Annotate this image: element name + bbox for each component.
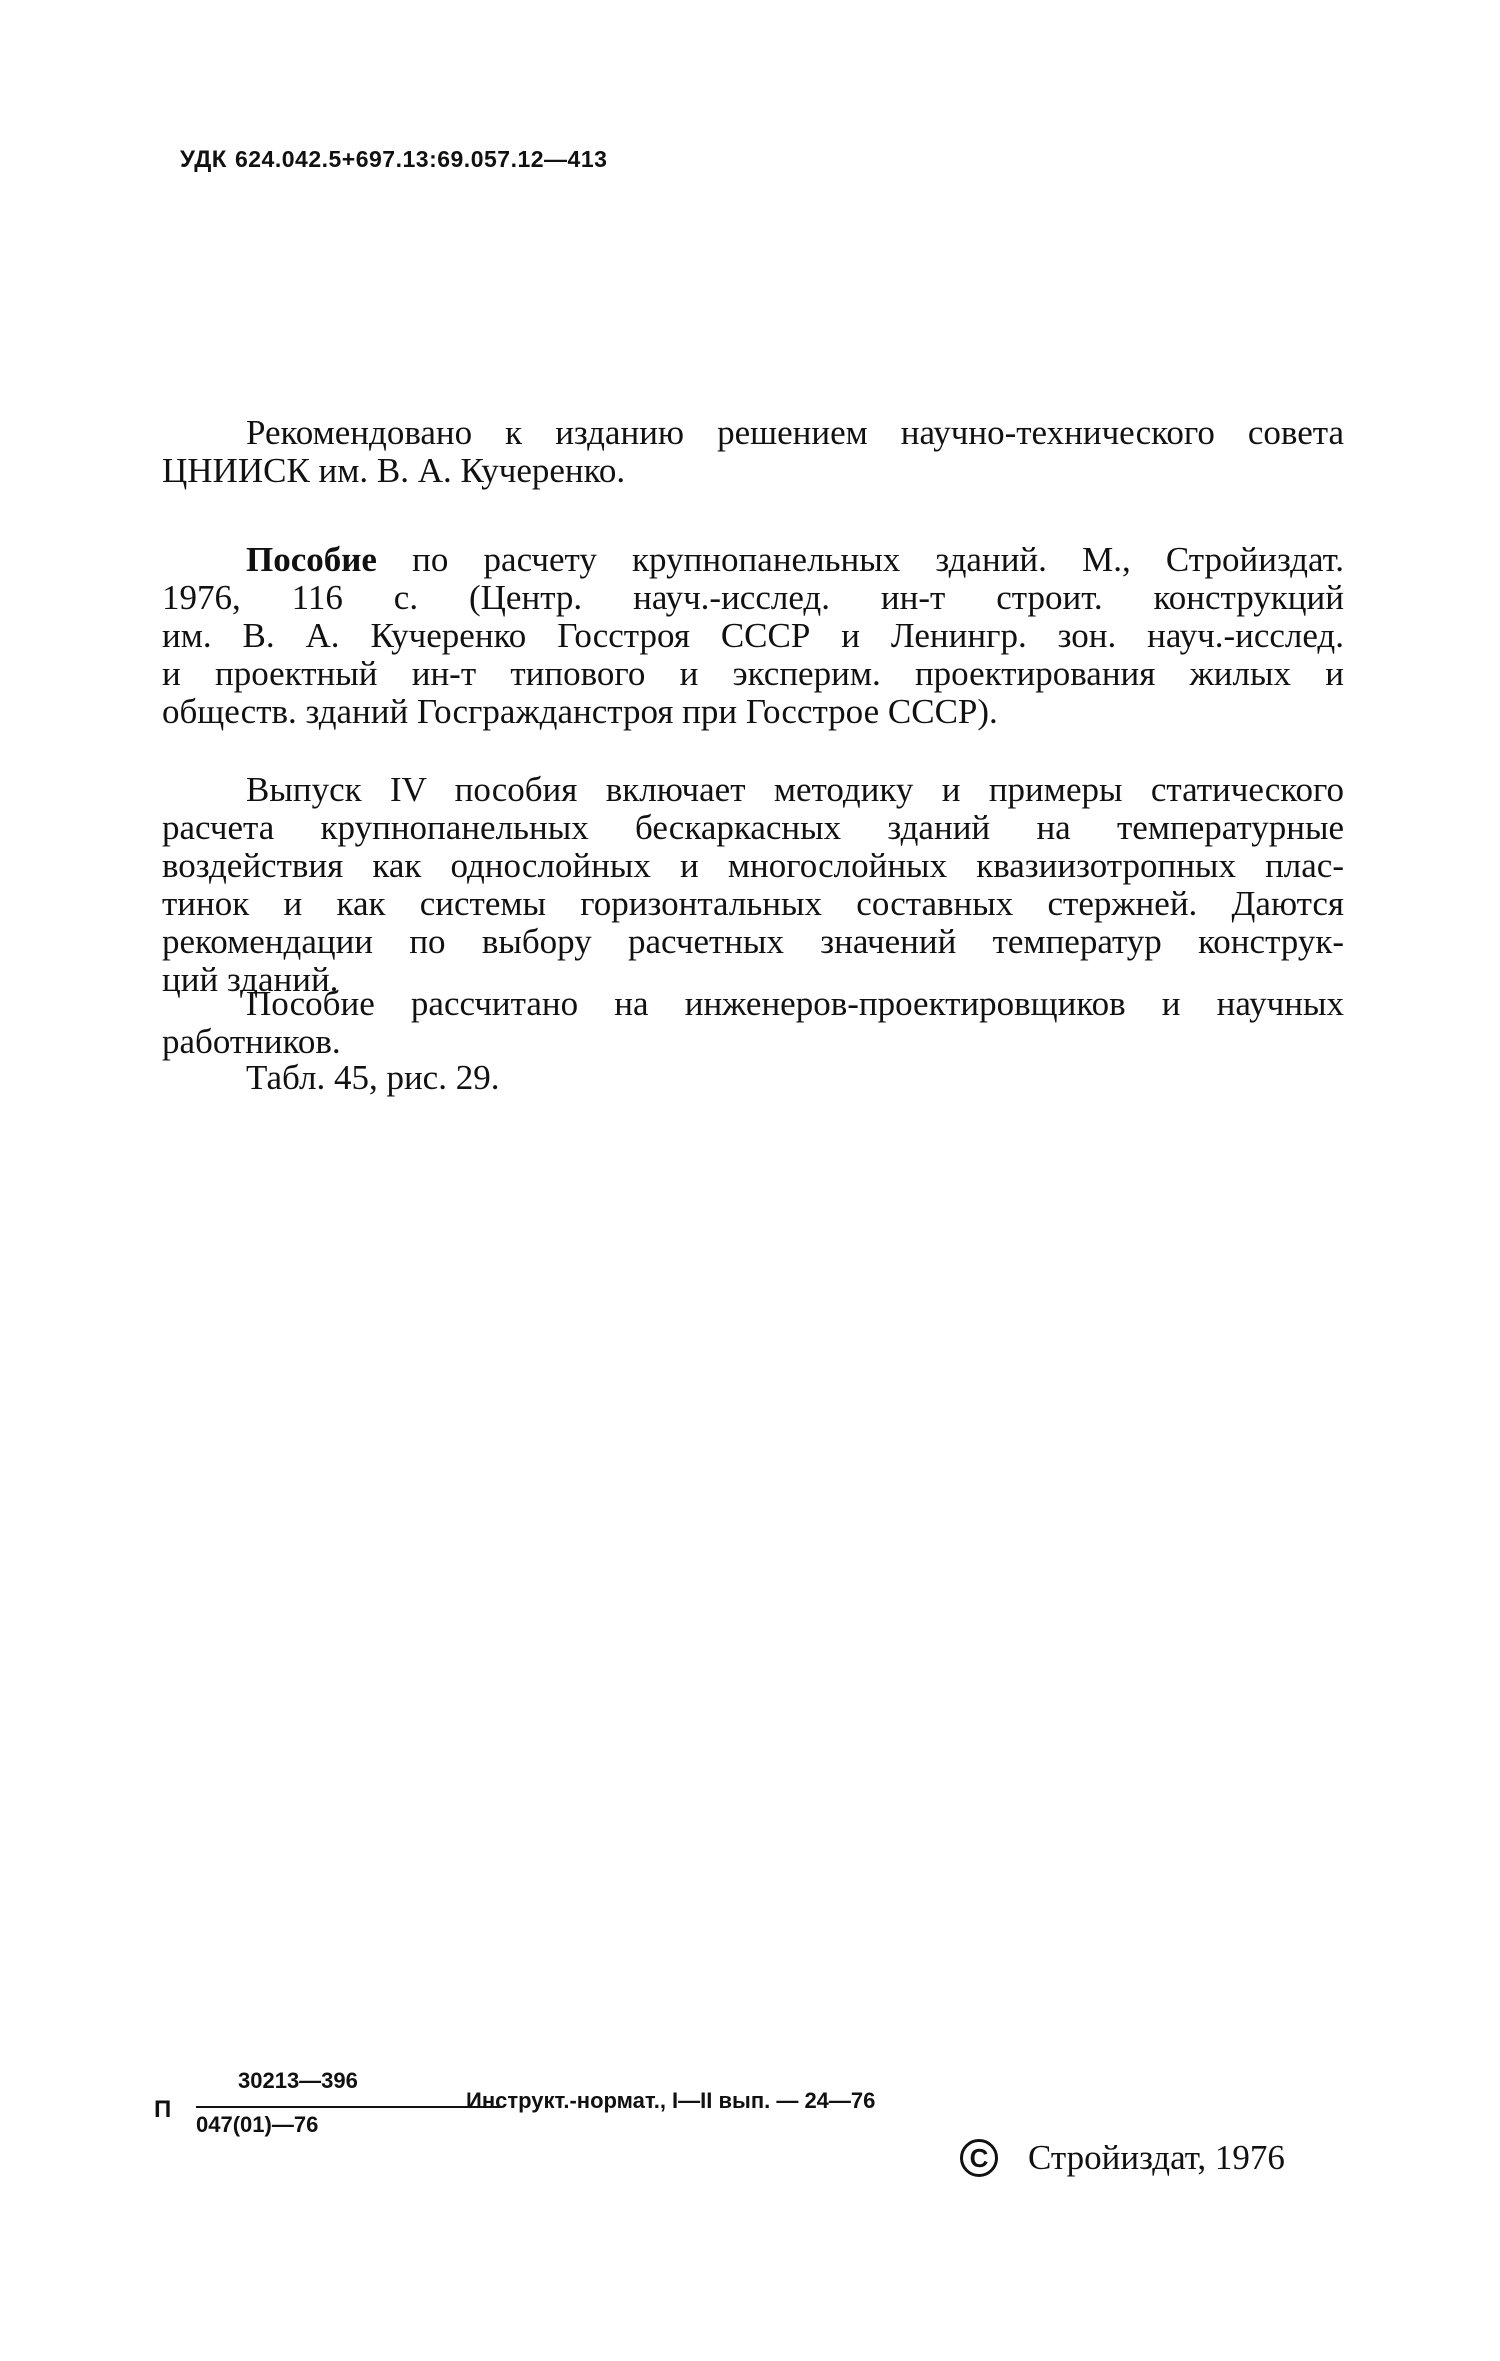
citation-title: Пособие — [246, 540, 377, 579]
abstract-line: тинок и как системы горизонтальных составных стержней. Даются — [162, 884, 1344, 923]
copyright-text: Стройиздат, 1976 — [1028, 2138, 1285, 2177]
abstract-paragraph — [162, 771, 1344, 999]
citation-line-text: по расчету крупнопанельных зданий. М., Стройиздат. — [412, 540, 1344, 579]
copyright-icon: C — [960, 2139, 998, 2177]
recommendation-paragraph — [162, 414, 1344, 490]
publication-code-prefix: П — [154, 2096, 172, 2123]
citation-line: обществ. зданий Госгражданстроя при Госстрое СССР). — [162, 692, 998, 731]
abstract-line: рекомендации по выбору расчетных значений температур конструк- — [162, 922, 1344, 961]
citation-line — [162, 541, 1344, 579]
abstract-line: воздействия как однослойных и многослойных квазиизотропных плас- — [162, 846, 1344, 885]
citation-line: 1976, 116 с. (Центр. науч.-исслед. ин-т строит. конструкций — [162, 578, 1344, 617]
bibliographic-citation — [162, 541, 1344, 731]
publication-series: Инструкт.-нормат., I—II вып. — 24—76 — [466, 2088, 876, 2113]
audience-line: работников. — [162, 1022, 341, 1061]
recommendation-line: Рекомендовано к изданию решением научно-технического совета — [246, 413, 1344, 452]
citation-line: и проектный ин-т типового и эксперим. проектирования жилых и — [162, 654, 1344, 693]
tables-line: Табл. 45, рис. 29. — [246, 1058, 500, 1097]
udk-label: УДК — [180, 146, 227, 173]
publication-code-numerator: 30213—396 — [238, 2068, 358, 2093]
udk-line — [180, 146, 607, 174]
copyright-notice — [960, 2138, 1285, 2178]
udk-code: 624.042.5+697.13:69.057.12—413 — [234, 146, 608, 172]
abstract-line: ций зданий. — [162, 960, 339, 999]
publication-code-denominator: 047(01)—76 — [196, 2112, 319, 2137]
abstract-line: расчета крупнопанельных бескаркасных зданий на температурные — [162, 808, 1344, 847]
fraction-divider — [196, 2106, 501, 2108]
audience-line: Пособие рассчитано на инженеров-проектировщиков и научных — [246, 984, 1344, 1023]
citation-line: им. В. А. Кучеренко Госстроя СССР и Ленингр. зон. науч.-исслед. — [162, 616, 1344, 655]
abstract-line: Выпуск IV пособия включает методику и примеры статического — [246, 770, 1344, 809]
tables-figures-count — [162, 1059, 1344, 1097]
audience-paragraph — [162, 985, 1344, 1061]
recommendation-line: ЦНИИСК им. В. А. Кучеренко. — [162, 451, 626, 490]
